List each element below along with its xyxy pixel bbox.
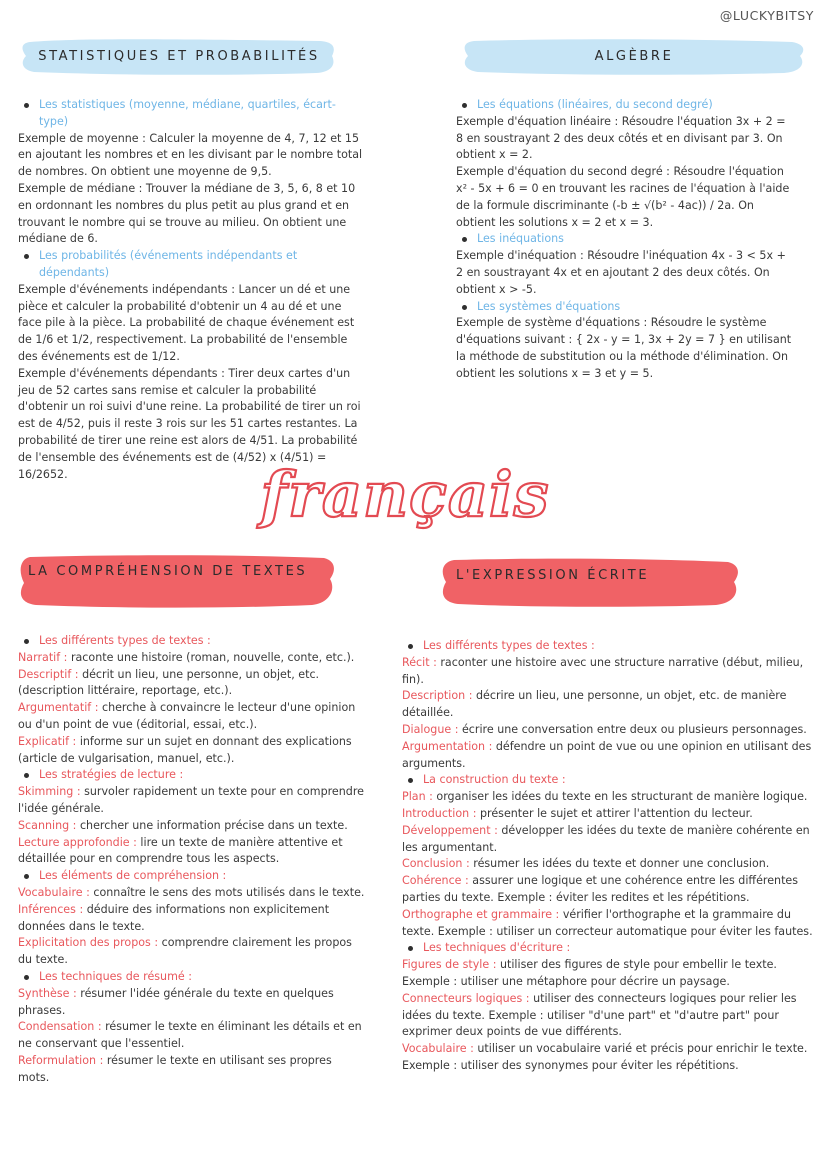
paragraph-text: résumer les idées du texte et donner une conclusion. [473, 857, 770, 871]
paragraph [402, 1041, 816, 1075]
term-label: Descriptif : [18, 667, 83, 681]
paragraph [456, 164, 796, 231]
bullet-heading-text: Les systèmes d'équations [477, 299, 621, 313]
paragraph-text: assurer une logique et une cohérence entre les différentes parties du texte. Exemple : éviter les redites et les répétitions. [402, 874, 799, 904]
paragraph [18, 667, 366, 701]
paragraph [402, 806, 816, 823]
paragraph [18, 935, 366, 969]
paragraph-text: cherche à convaincre le lecteur d'une opinion ou d'un point de vue (éditorial, essai, etc.). [18, 701, 356, 731]
paragraph-text: défendre un point de vue ou une opinion en utilisant des arguments. [402, 739, 812, 770]
term-label: Dialogue : [402, 722, 462, 736]
paragraph [18, 282, 364, 366]
paragraph-text: résumer le texte en éliminant les détails et en ne conservant que l'essentiel. [18, 1020, 362, 1051]
term-label: Conclusion : [402, 857, 474, 871]
paragraph-text: Exemple de système d'équations : Résoudre le système d'équations suivant : { 2x - y = 1, 3x + 2y = 7 } en utilisant la méthode de substitution ou la méthode d'élimination. On obtient les solutions x = 3 et y = 5. [456, 316, 792, 380]
term-label: Description : [402, 689, 476, 703]
francais-title-graphic [255, 458, 555, 538]
paragraph-text: Exemple d'équation linéaire : Résoudre l'équation 3x + 2 = 8 en soustrayant 2 des deux côtés et en divisant par 3. On obtient x = 2. [456, 114, 786, 162]
paragraph [402, 789, 816, 806]
bullet-heading-text: Les inéquations [477, 232, 564, 246]
bullet-heading-text: Les différents types de textes : [39, 634, 211, 647]
paragraph [18, 131, 364, 181]
paragraph-text: utiliser un vocabulaire varié et précis pour enrichir le texte. Exemple : utiliser des synonymes pour éviter les répétitions. [402, 1042, 808, 1072]
paragraph [456, 248, 796, 298]
paragraph-text: résumer le texte en utilisant ses propres mots. [18, 1053, 332, 1084]
bullet-heading [456, 231, 796, 248]
term-label: Introduction : [402, 806, 480, 820]
bullet-heading [18, 248, 364, 282]
paragraph [18, 700, 366, 734]
paragraph-text: comprendre clairement les propos du texte. [18, 936, 352, 967]
term-label: Argumentatif : [18, 701, 102, 715]
paragraph [18, 835, 366, 869]
bullet-heading [402, 772, 816, 789]
paragraph-text: Exemple d'inéquation : Résoudre l'inéquation 4x - 3 < 5x + 2 en soustrayant 4x et en ajoutant 2 des deux côtés. On obtient x > -5. [456, 249, 786, 296]
paragraph [18, 986, 366, 1020]
bullet-heading-text: Les techniques de résumé : [39, 969, 192, 983]
term-label: Vocabulaire : [18, 885, 94, 899]
paragraph [18, 784, 366, 818]
bullet-heading [18, 633, 366, 650]
paragraph-text: informe sur un sujet en donnant des explications (article de vulgarisation, manuel, etc.). [18, 734, 352, 765]
paragraph [18, 818, 366, 835]
expression-content [402, 638, 816, 1075]
term-label: Figures de style : [402, 958, 500, 972]
bullet-heading [402, 940, 816, 957]
bullet-heading-text: Les techniques d'écriture : [423, 941, 571, 955]
paragraph-text: Exemple de moyenne : Calculer la moyenne de 4, 7, 12 et 15 en ajoutant les nombres et en les divisant par le nombre total de nombres. On obtient une moyenne de 9,5. [18, 131, 363, 179]
bullet-heading [456, 299, 796, 316]
paragraph-text: décrire un lieu, une personne, un objet, etc. de manière détaillée. [402, 689, 787, 720]
paragraph-text: développer les idées du texte de manière cohérente en les argumentant. [402, 823, 810, 854]
francais-title: français [260, 458, 550, 531]
paragraph [18, 734, 366, 768]
paragraph-text: Exemple d'équation du second degré : Résoudre l'équation x² - 5x + 6 = 0 en trouvant les racines de l'équation à l'aide de la formule discriminante (-b ± √(b² - 4ac)) / 2a. On obtient les solutions x = 2 et x = 3. [456, 165, 790, 229]
paragraph [402, 907, 816, 941]
term-label: Inférences : [18, 902, 87, 916]
paragraph [18, 885, 366, 902]
bullet-heading [456, 97, 796, 114]
paragraph-text: utiliser des figures de style pour embellir le texte. Exemple : utiliser une métaphore pour décrire un paysage. [402, 958, 777, 988]
paragraph-text: Exemple d'événements dépendants : Tirer deux cartes d'un jeu de 52 cartes sans remise et calculer la probabilité d'obtenir un roi suivi d'une reine. La probabilité de tirer un roi est de 4/52, puis il reste 3 rois sur les 51 cartes restantes. La probabilité de tirer une reine est alors de 4/51. La probabilité de l'ensemble des événements est de (4/52) x (4/51) = 16/2652. [18, 366, 361, 481]
bullet-heading [18, 97, 364, 131]
bullet-heading [18, 868, 366, 885]
bullet-heading-text: Les stratégies de lecture : [39, 768, 184, 782]
term-label: Narratif : [18, 650, 71, 664]
term-label: Condensation : [18, 1020, 106, 1034]
paragraph-text: organiser les idées du texte en les structurant de manière logique. [436, 790, 808, 804]
comprehension-title: LA COMPRÉHENSION DE TEXTES [28, 564, 308, 579]
bullet-heading [18, 767, 366, 784]
term-label: Argumentation : [402, 739, 496, 753]
red-brush-shape [18, 553, 336, 609]
paragraph-text: résumer l'idée générale du texte en quelques phrases. [18, 986, 334, 1017]
algebre-content [456, 97, 796, 383]
expression-banner [440, 556, 740, 608]
bullet-heading [402, 638, 816, 655]
term-label: Récit : [402, 655, 441, 669]
term-label: Lecture approfondie : [18, 835, 141, 849]
paragraph [402, 739, 816, 773]
paragraph [402, 991, 816, 1041]
comprehension-content [18, 633, 366, 1087]
term-label: Explicitation des propos : [18, 936, 162, 950]
paragraph [18, 650, 366, 667]
term-label: Orthographe et grammaire : [402, 907, 563, 921]
stats-banner [20, 36, 338, 76]
paragraph-text: Exemple d'événements indépendants : Lancer un dé et une pièce et calculer la probabilité d'obtenir un 4 au dé et une face pile à la pièce. La probabilité de chaque événement est de 1/6 et 1/2, respectivement. La probabilité de l'ensemble des événements est de 1/12. [18, 282, 355, 363]
bullet-heading [18, 969, 366, 986]
stats-title: STATISTIQUES ET PROBABILITÉS [38, 49, 320, 64]
paragraph-text: vérifier l'orthographe et la grammaire du texte. Exemple : utiliser un correcteur automatique pour éviter les fautes. [402, 907, 813, 938]
paragraph [18, 1019, 366, 1053]
paragraph-text: raconte une histoire (roman, nouvelle, conte, etc.). [70, 650, 355, 664]
term-label: Cohérence : [402, 874, 473, 888]
bullet-heading-text: Les équations (linéaires, du second degré) [477, 98, 713, 111]
paragraph [18, 1053, 366, 1087]
bullet-heading-text: Les différents types de textes : [423, 639, 595, 652]
bullet-heading-text: Les probabilités (événements indépendants et dépendants) [39, 249, 298, 279]
comprehension-banner [18, 553, 336, 609]
bullet-heading-text: La construction du texte : [423, 773, 566, 787]
paragraph [402, 873, 816, 907]
term-label: Connecteurs logiques : [402, 991, 534, 1005]
algebre-banner [462, 36, 806, 76]
paragraph-text: Exemple de médiane : Trouver la médiane de 3, 5, 6, 8 et 10 en ordonnant les nombres du plus petit au plus grand et en trouvant le nombre qui se trouve au milieu. On obtient une médiane de 6. [18, 181, 356, 246]
term-label: Scanning : [18, 818, 80, 832]
term-label: Skimming : [18, 785, 85, 799]
paragraph-text: présenter le sujet et attirer l'attention du lecteur. [479, 806, 753, 820]
paragraph [456, 114, 796, 164]
bullet-heading-text: Les éléments de compréhension : [39, 869, 227, 883]
paragraph-text: raconter une histoire avec une structure narrative (début, milieu, fin). [402, 655, 804, 686]
paragraph [18, 902, 366, 936]
term-label: Synthèse : [18, 986, 81, 1000]
term-label: Plan : [402, 790, 437, 804]
expression-title: L'EXPRESSION ÉCRITE [456, 568, 650, 583]
paragraph-text: lire un texte de manière attentive et détaillée pour en comprendre tous les aspects. [18, 835, 343, 866]
paragraph [402, 688, 816, 722]
paragraph [402, 655, 816, 689]
bullet-heading-text: Les statistiques (moyenne, médiane, quartiles, écart-type) [39, 98, 336, 128]
term-label: Reformulation : [18, 1053, 107, 1067]
paragraph [402, 823, 816, 857]
stats-content [18, 97, 364, 483]
paragraph-text: chercher une information précise dans un texte. [79, 818, 348, 832]
author-handle: @LUCKYBITSY [719, 8, 814, 23]
paragraph [402, 856, 816, 873]
paragraph [456, 315, 796, 382]
paragraph-text: utiliser des connecteurs logiques pour relier les idées du texte. Exemple : utiliser "d'une part" et "d'autre part" pour exprimer deux points de vue différents. [402, 991, 797, 1039]
paragraph-text: survoler rapidement un texte pour en comprendre l'idée générale. [18, 785, 364, 815]
term-label: Explicatif : [18, 734, 80, 748]
paragraph [18, 181, 364, 248]
paragraph [402, 722, 816, 739]
term-label: Développement : [402, 823, 502, 837]
paragraph-text: écrire une conversation entre deux ou plusieurs personnages. [461, 722, 807, 736]
paragraph-text: décrit un lieu, une personne, un objet, etc. (description littéraire, reportage, etc.). [18, 667, 320, 698]
paragraph-text: connaître le sens des mots utilisés dans le texte. [93, 885, 365, 899]
algebre-title: ALGÈBRE [594, 49, 674, 64]
paragraph [402, 957, 816, 991]
term-label: Vocabulaire : [402, 1042, 478, 1056]
paragraph-text: déduire des informations non explicitement données dans le texte. [18, 902, 330, 933]
